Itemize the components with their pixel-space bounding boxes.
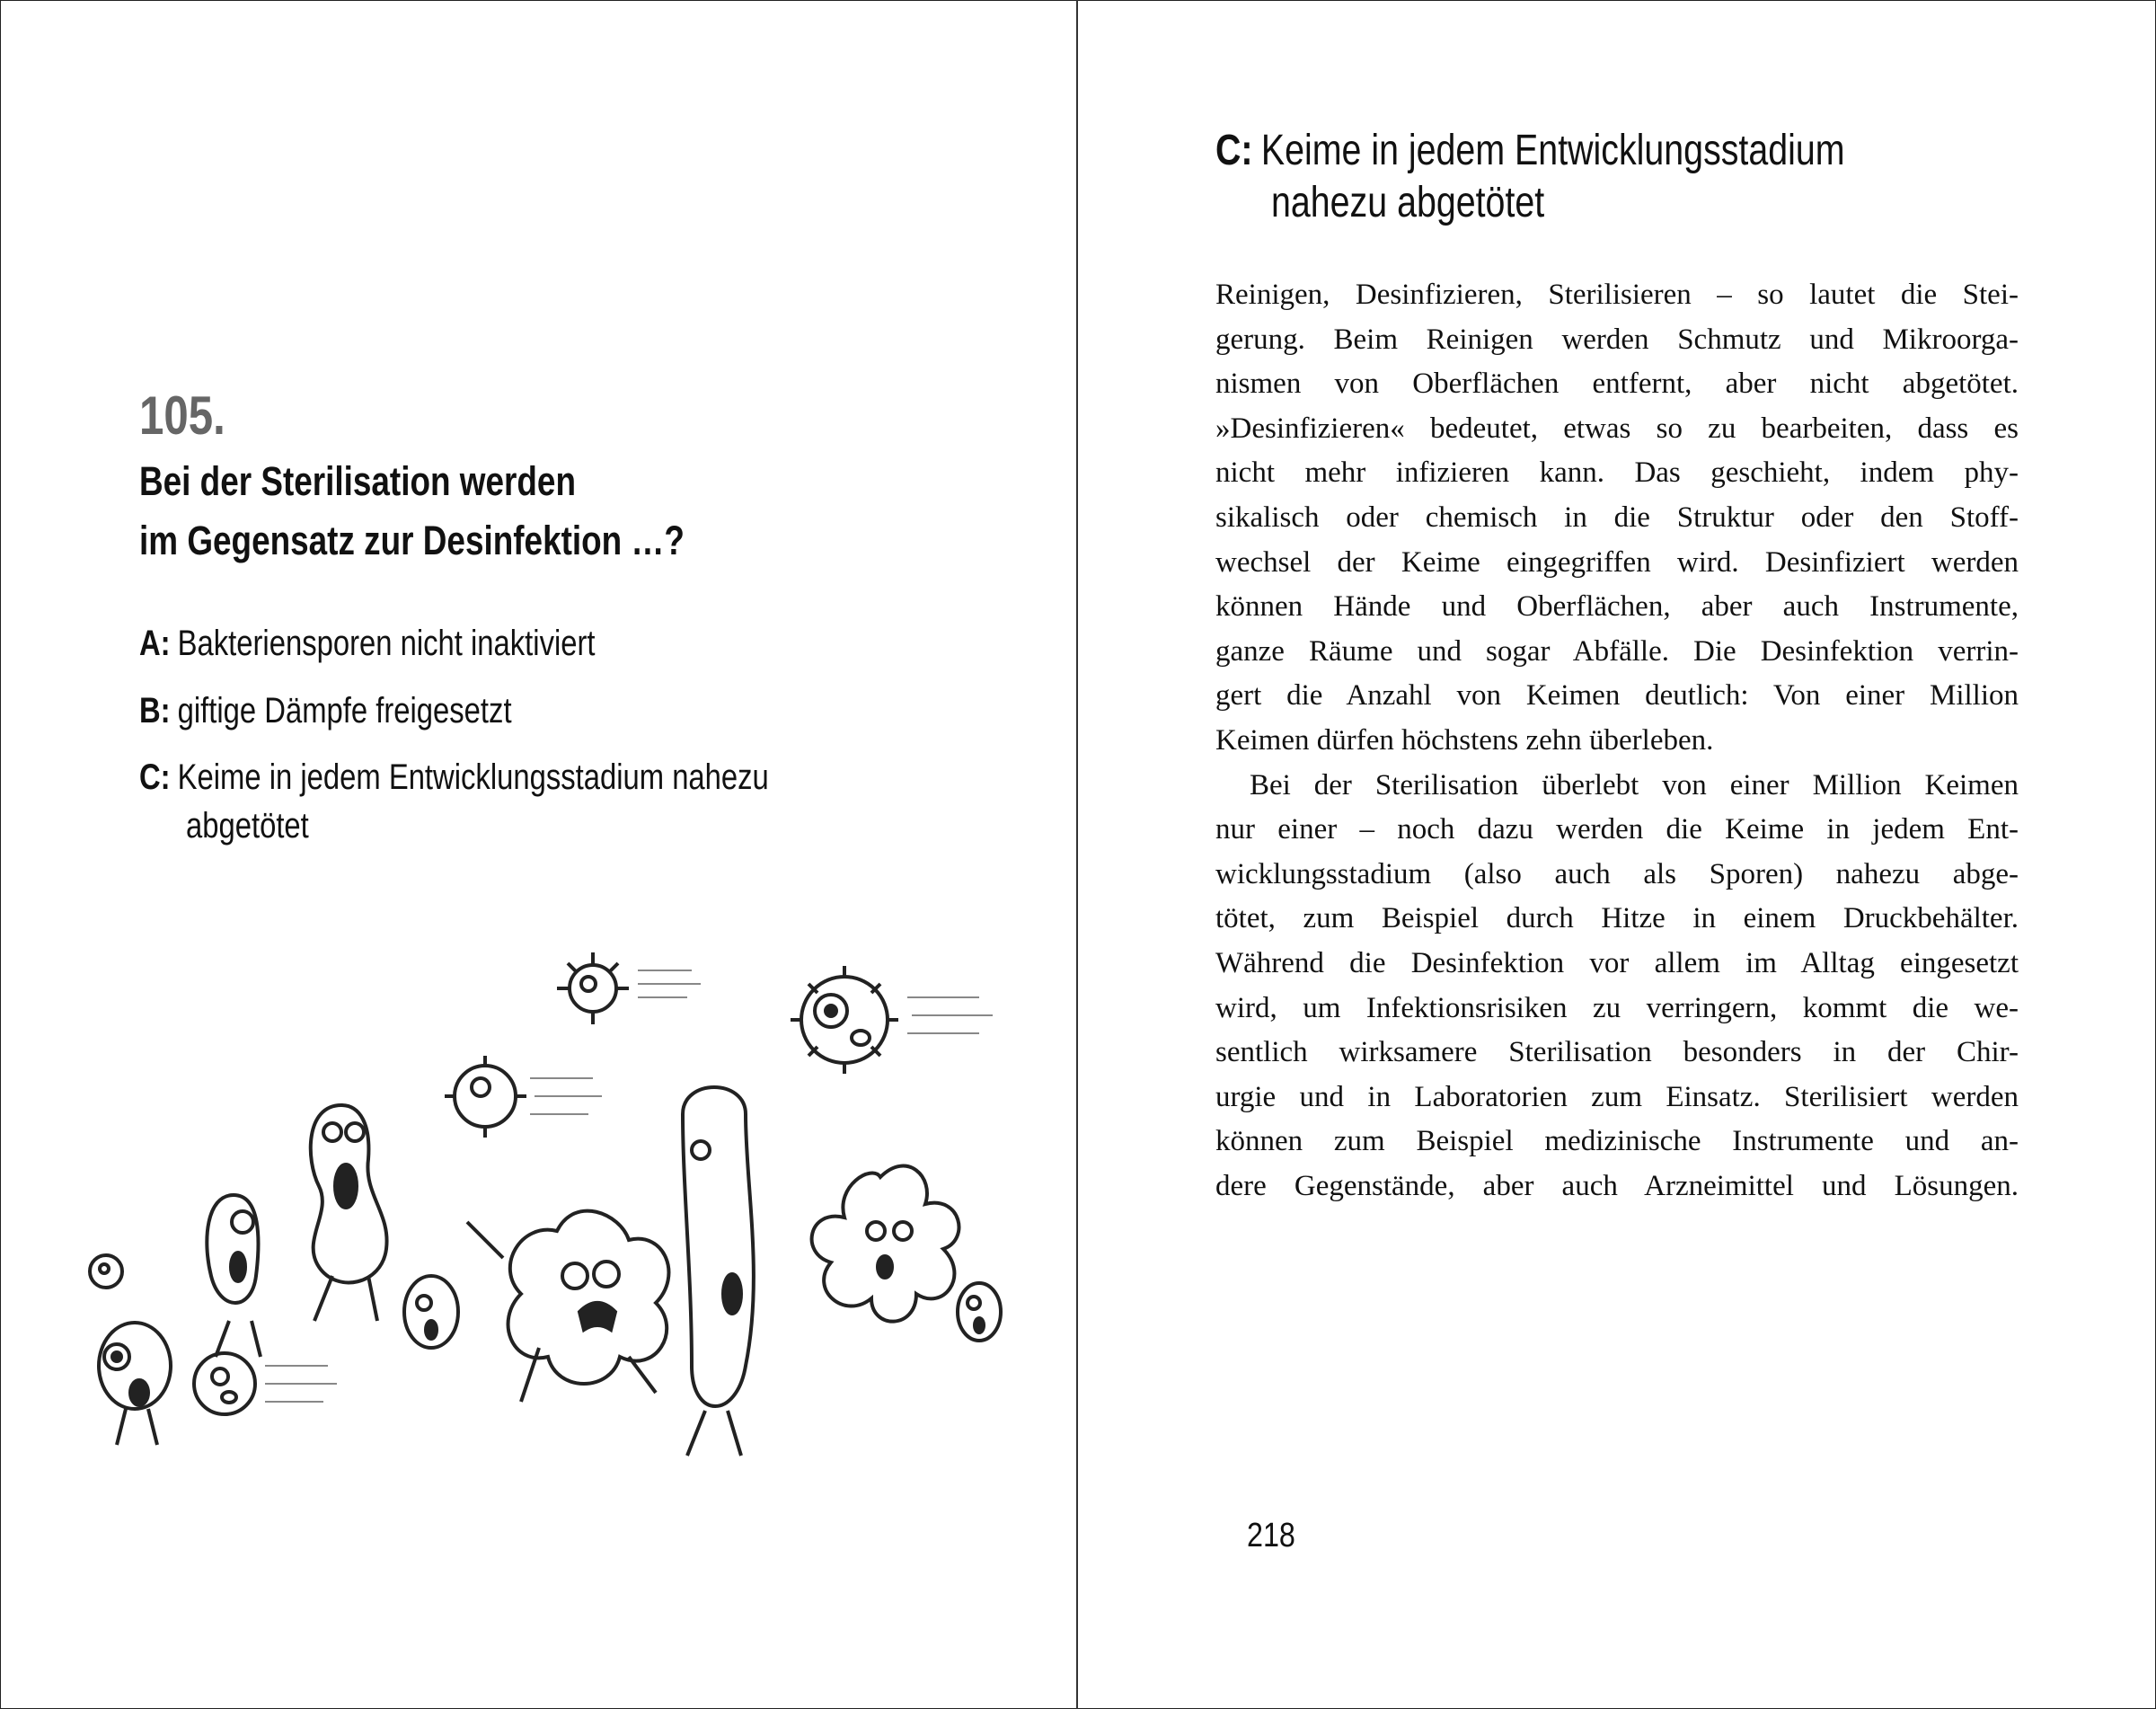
- explanation-text: [1215, 273, 2019, 1209]
- option-text: giftige Dämpfe freigesetzt: [177, 691, 512, 731]
- text-line: können Hände und Oberflächen, aber auch Instrumente,: [1215, 590, 2019, 624]
- star-microbe-icon: [812, 1166, 959, 1322]
- text-line: urgie und in Laboratorien zum Einsatz. Sterilisiert werden: [1215, 1080, 2019, 1113]
- text-line: wechsel der Keime eingegriffen wird. Desinfiziert werden: [1215, 545, 2019, 579]
- text-line: wird, um Infektionsrisiken zu verringern, kommt die we-: [1215, 991, 2019, 1024]
- amoeba-icon: [467, 1211, 668, 1402]
- page-number: 218: [1247, 1517, 1295, 1554]
- bacterium-icon: [207, 1195, 261, 1357]
- virus-icon: [791, 966, 993, 1074]
- bacterium-icon: [99, 1323, 171, 1445]
- text-line: sentlich wirksamere Sterilisation besonders in der Chir-: [1215, 1036, 2019, 1069]
- text-line: wicklungsstadium (also auch als Sporen) nahezu abge-: [1215, 857, 2019, 890]
- virus-icon: [557, 952, 701, 1024]
- answer-heading: [1215, 126, 1845, 175]
- answer-text: Keime in jedem Entwicklungsstadium: [1260, 127, 1845, 174]
- option-c-continuation: abgetötet: [186, 806, 309, 846]
- option-letter: B:: [139, 691, 171, 731]
- answer-heading-continuation: nahezu abgetötet: [1271, 179, 1545, 226]
- bacterium-icon: [311, 1105, 387, 1321]
- virus-icon: [194, 1353, 337, 1414]
- option-a: [139, 624, 596, 664]
- text-line: Bei der Sterilisation überlebt von einer Million Keimen: [1250, 768, 2019, 801]
- option-letter: A:: [139, 624, 171, 663]
- text-line: nicht mehr infizieren kann. Das geschieht, indem phy-: [1215, 456, 2019, 490]
- bacterium-icon: [404, 1276, 458, 1348]
- option-letter: C:: [139, 757, 171, 797]
- microbes-illustration: [72, 934, 1042, 1474]
- text-line: sikalisch oder chemisch in die Struktur oder den Stoff-: [1215, 500, 2019, 534]
- text-line: Während die Desinfektion vor allem im Alltag eingesetzt: [1215, 946, 2019, 979]
- option-text: Keime in jedem Entwicklungsstadium nahezu: [177, 757, 769, 797]
- text-line: »Desinfizieren« bedeutet, etwas so zu bearbeiten, dass es: [1215, 412, 2019, 445]
- text-line: gert die Anzahl von Keimen deutlich: Von einer Million: [1215, 679, 2019, 713]
- option-text: Bakteriensporen nicht inaktiviert: [177, 624, 596, 663]
- text-line: gerung. Beim Reinigen werden Schmutz und Mikroorga-: [1215, 323, 2019, 356]
- text-line: Reinigen, Desinfizieren, Sterilisieren – so lautet die Stei-: [1215, 279, 2019, 311]
- text-line: dere Gegenstände, aber auch Arzneimittel und Lösungen.: [1215, 1169, 2019, 1202]
- text-line: ganze Räume und sogar Abfälle. Die Desinfektion verrin-: [1215, 634, 2019, 668]
- question-line: im Gegensatz zur Desinfektion …?: [139, 518, 685, 563]
- text-line: nur einer – noch dazu werden die Keime in jedem Ent-: [1215, 813, 2019, 846]
- rod-bacterium-icon: [683, 1087, 754, 1456]
- option-c: [139, 757, 769, 798]
- text-line: können zum Beispiel medizinische Instrumente und an-: [1215, 1125, 2019, 1158]
- option-b: [139, 691, 512, 731]
- answer-letter: C:: [1215, 127, 1253, 174]
- page-gutter: [1076, 0, 1078, 1709]
- virus-icon: [445, 1056, 602, 1138]
- text-line: Keimen dürfen höchstens zehn überleben.: [1215, 723, 1714, 757]
- text-line: nismen von Oberflächen entfernt, aber nicht abgetötet.: [1215, 367, 2019, 401]
- text-line: tötet, zum Beispiel durch Hitze in einem Druckbehälter.: [1215, 902, 2019, 935]
- virus-icon: [90, 1255, 122, 1288]
- question-line: Bei der Sterilisation werden: [139, 458, 576, 504]
- question-number: 105.: [139, 385, 225, 446]
- bacterium-icon: [958, 1283, 1001, 1341]
